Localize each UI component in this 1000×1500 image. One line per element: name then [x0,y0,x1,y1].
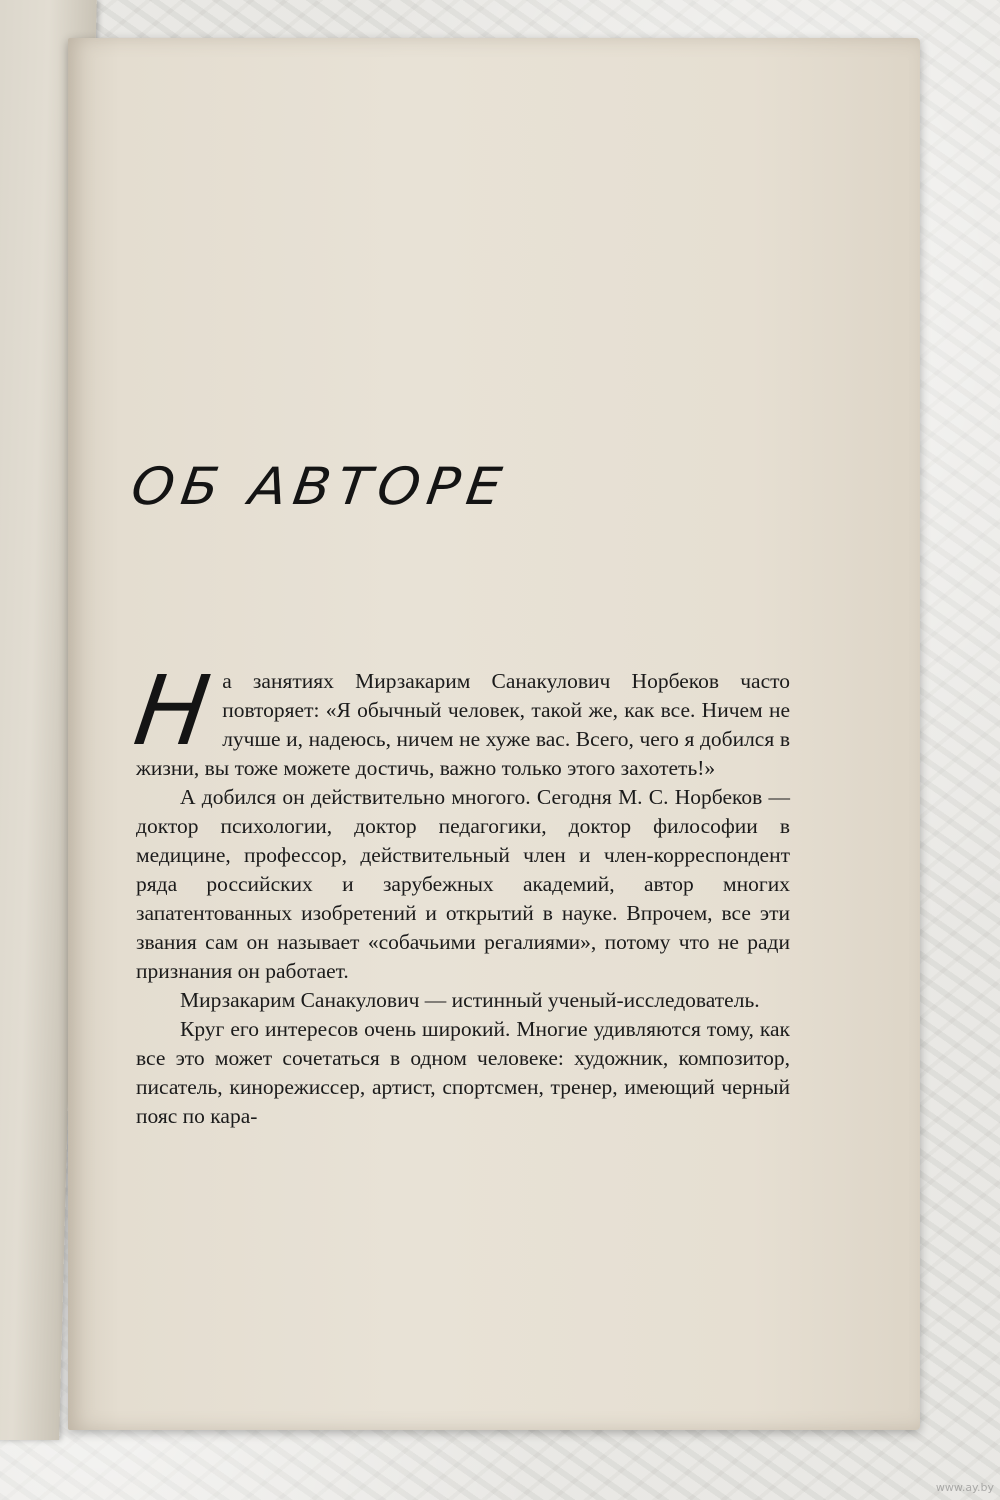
paragraph-3: Мирзакарим Санакулович — истинный ученый-исследователь. [180,988,760,1012]
paragraph-2: А добился он действительно многого. Сегодня М. С. Норбеков — доктор психологии, доктор педагогики, доктор философии в медицине, профессор, действительный член и член-корреспондент ряда российских и зарубежных академий, автор многих запатентованных изобретений и открытий в науке. Впрочем, все эти звания сам он называет «собачьими регалиями», потому что не ради признания он работает. [136,785,790,983]
paragraph-1-text: а занятиях Мирзакарим Санакулович Норбеков часто повторяет: «Я обычный человек, такой же, как все. Ничем не лучше и, надеюсь, ничем не хуже вас. Всего, чего я добился в жизни, вы тоже можете достичь, важно только этого захотеть!» [136,669,790,780]
site-watermark: www.ay.by [935,1481,994,1494]
paragraph-4: Круг его интересов очень широкий. Многие удивляются тому, как все это может сочетаться в одном человеке: художник, композитор, писатель, кинорежиссер, артист, спортсмен, тренер, имеющий черный пояс по кара- [136,1017,790,1128]
chapter-title: ОБ АВТОРЕ [127,456,513,517]
drop-cap: Н [128,655,217,767]
paragraph-1 [128,655,790,783]
body-text [128,655,790,1131]
